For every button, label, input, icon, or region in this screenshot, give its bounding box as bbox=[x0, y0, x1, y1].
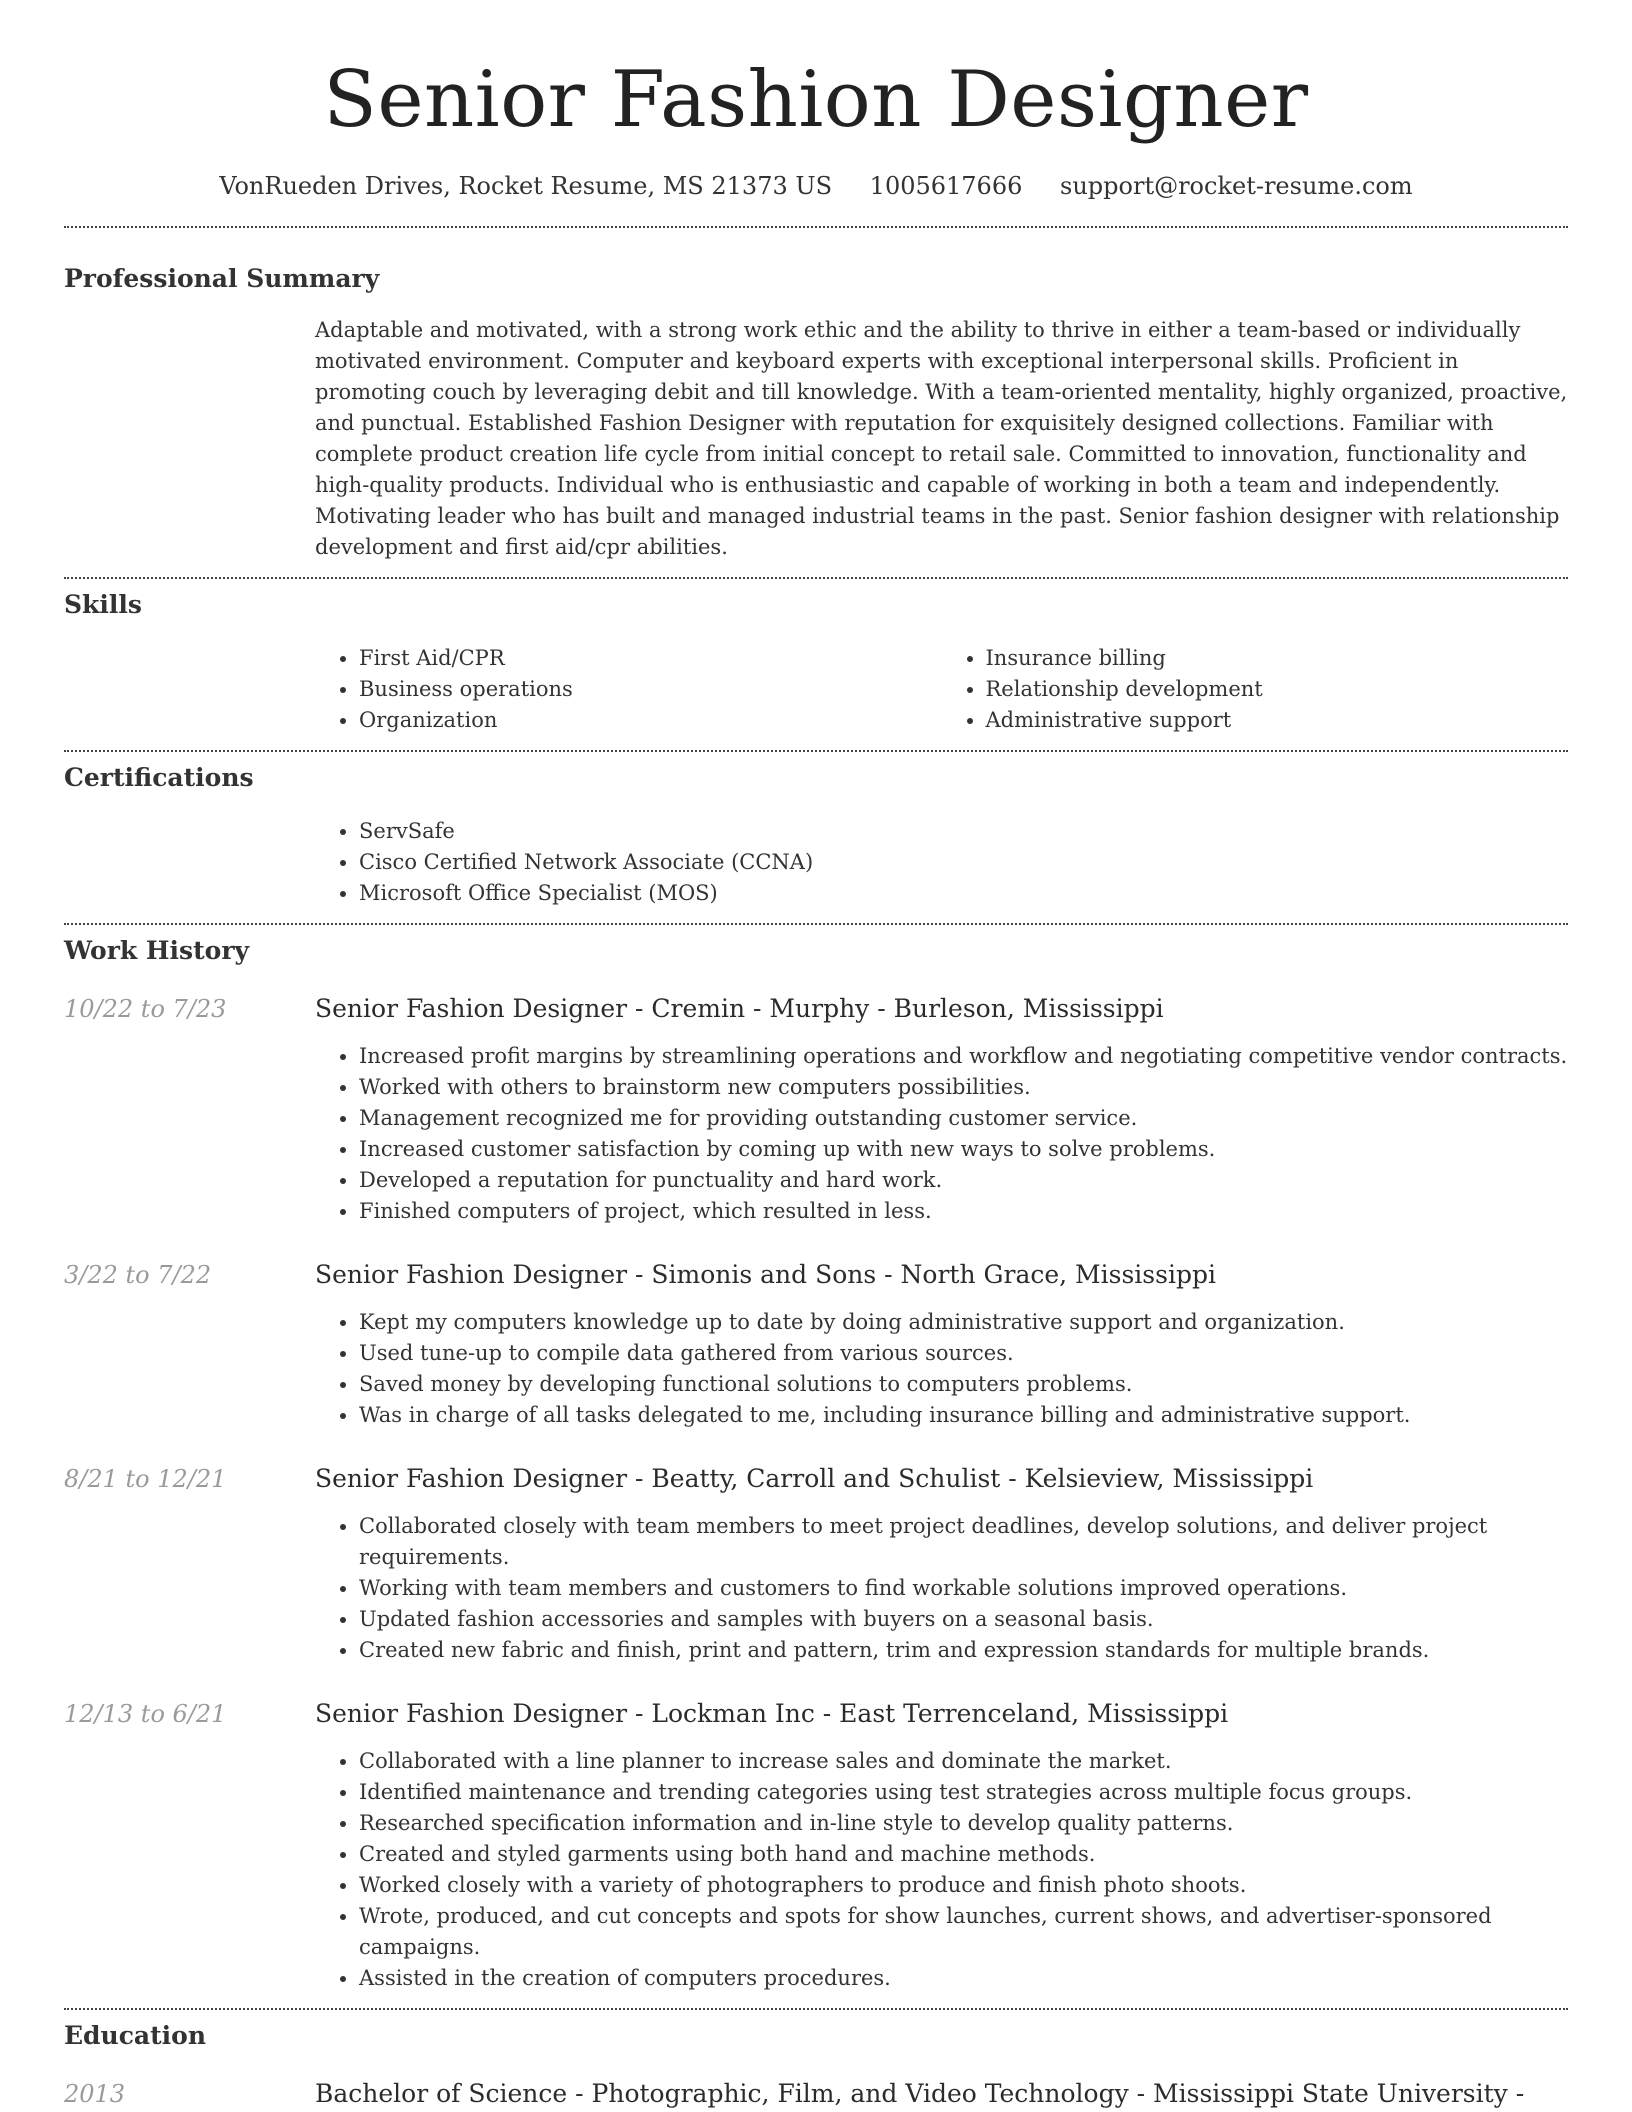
job-entry bbox=[64, 1463, 1568, 1666]
job-entry bbox=[64, 1259, 1568, 1431]
skill-item: • Administrative support bbox=[986, 705, 1569, 736]
job-bullet: • Worked with others to brainstorm new computers possibilities. bbox=[359, 1072, 1568, 1103]
education-degree: Bachelor of Science - Photographic, Film, and Video Technology - Mississippi State University - bbox=[315, 2079, 1525, 2108]
job-bullets bbox=[315, 1307, 1568, 1431]
job-bullet: • Developed a reputation for punctuality and hard work. bbox=[359, 1165, 1568, 1196]
skill-item: • Organization bbox=[359, 705, 942, 736]
job-bullet: • Worked closely with a variety of photographers to produce and finish photo shoots. bbox=[359, 1870, 1568, 1901]
job-bullet-list bbox=[315, 1746, 1568, 1994]
skills-list-left bbox=[315, 643, 942, 736]
job-bullet: • Collaborated closely with team members to meet project deadlines, develop solutions, and deliver project requirements. bbox=[359, 1511, 1568, 1573]
job-bullet-list bbox=[315, 1307, 1568, 1431]
job-bullet: • Identified maintenance and trending categories using test strategies across multiple focus groups. bbox=[359, 1777, 1568, 1808]
job-title: Senior Fashion Designer - Cremin - Murphy - Burleson, Mississippi bbox=[315, 994, 1164, 1023]
job-bullet: • Saved money by developing functional solutions to computers problems. bbox=[359, 1369, 1568, 1400]
job-date: 8/21 to 12/21 bbox=[64, 1465, 227, 1493]
job-bullet: • Management recognized me for providing outstanding customer service. bbox=[359, 1103, 1568, 1134]
certification-item: • Microsoft Office Specialist (MOS) bbox=[359, 878, 1568, 909]
skill-item: • Business operations bbox=[359, 674, 942, 705]
skills-section bbox=[64, 579, 1568, 750]
job-date: 10/22 to 7/23 bbox=[64, 995, 227, 1023]
skill-item: • First Aid/CPR bbox=[359, 643, 942, 674]
skills-grid bbox=[315, 643, 1568, 750]
job-date: 3/22 to 7/22 bbox=[64, 1261, 212, 1289]
job-bullets bbox=[315, 1746, 1568, 1994]
job-title: Senior Fashion Designer - Simonis and Sons - North Grace, Mississippi bbox=[315, 1260, 1216, 1289]
skill-item: • Relationship development bbox=[986, 674, 1569, 705]
skill-item: • Insurance billing bbox=[986, 643, 1569, 674]
job-date: 12/13 to 6/21 bbox=[64, 1700, 227, 1728]
job-bullet: • Updated fashion accessories and samples with buyers on a seasonal basis. bbox=[359, 1604, 1568, 1635]
resume-title: Senior Fashion Designer bbox=[323, 55, 1309, 145]
job-bullets bbox=[315, 1511, 1568, 1666]
certifications-section bbox=[64, 752, 1568, 923]
education-section bbox=[64, 2010, 1568, 2110]
contact-address: VonRueden Drives, Rocket Resume, MS 21373 US bbox=[219, 172, 833, 200]
job-bullets bbox=[315, 1041, 1568, 1227]
contact-line bbox=[64, 170, 1568, 202]
contact-email: support@rocket-resume.com bbox=[1060, 172, 1413, 200]
job-bullet: • Assisted in the creation of computers procedures. bbox=[359, 1963, 1568, 1994]
job-bullet: • Increased customer satisfaction by coming up with new ways to solve problems. bbox=[359, 1134, 1568, 1165]
section-title-skills: Skills bbox=[64, 590, 142, 619]
section-title-certifications: Certifications bbox=[64, 763, 254, 792]
certifications-body bbox=[315, 816, 1568, 923]
certification-item: • Cisco Certified Network Associate (CCNA) bbox=[359, 847, 1568, 878]
job-bullet: • Was in charge of all tasks delegated to me, including insurance billing and administrative support. bbox=[359, 1400, 1568, 1431]
job-bullet: • Created new fabric and finish, print and pattern, trim and expression standards for multiple brands. bbox=[359, 1635, 1568, 1666]
job-entry bbox=[64, 1698, 1568, 2008]
job-bullet: • Finished computers of project, which resulted in less. bbox=[359, 1196, 1568, 1227]
job-title: Senior Fashion Designer - Beatty, Carroll and Schulist - Kelsieview, Mississippi bbox=[315, 1464, 1314, 1493]
job-bullet-list bbox=[315, 1511, 1568, 1666]
job-bullet: • Working with team members and customers to find workable solutions improved operations. bbox=[359, 1573, 1568, 1604]
job-bullet: • Researched specification information and in-line style to develop quality patterns. bbox=[359, 1808, 1568, 1839]
resume-page bbox=[64, 0, 1568, 2110]
job-bullet: • Used tune-up to compile data gathered from various sources. bbox=[359, 1338, 1568, 1369]
summary-section bbox=[64, 228, 1568, 577]
job-bullet: • Kept my computers knowledge up to date by doing administrative support and organization. bbox=[359, 1307, 1568, 1338]
job-bullet: • Increased profit margins by streamlining operations and workflow and negotiating competitive vendor contracts. bbox=[359, 1041, 1568, 1072]
certification-item: • ServSafe bbox=[359, 816, 1568, 847]
job-bullet: • Collaborated with a line planner to increase sales and dominate the market. bbox=[359, 1746, 1568, 1777]
certifications-list bbox=[315, 816, 1568, 909]
education-entry bbox=[64, 2078, 1568, 2110]
section-title-summary: Professional Summary bbox=[64, 264, 380, 293]
skills-list-right bbox=[942, 643, 1569, 736]
job-title: Senior Fashion Designer - Lockman Inc - East Terrenceland, Mississippi bbox=[315, 1699, 1229, 1728]
section-title-education: Education bbox=[64, 2021, 207, 2050]
work-history-section bbox=[64, 925, 1568, 2008]
job-bullet-list bbox=[315, 1041, 1568, 1227]
section-title-work-history: Work History bbox=[64, 936, 250, 965]
summary-text: Adaptable and motivated, with a strong work ethic and the ability to thrive in either a team-based or individually motivated environment. Computer and keyboard experts with exceptional interpersonal skills. Proficient in promoting couch by leveraging debit and till knowledge. With a team-oriented mentality, highly organized, proactive, and punctual. Established Fashion Designer with reputation for exquisitely designed collections. Familiar with complete product creation life cycle from initial concept to retail sale. Committed to innovation, functionality and high-quality products. Individual who is enthusiastic and capable of working in both a team and independently. Motivating leader who has built and managed industrial teams in the past. Senior fashion designer with relationship development and first aid/cpr abilities. bbox=[315, 318, 1568, 559]
job-entry bbox=[64, 993, 1568, 1227]
education-date: 2013 bbox=[64, 2080, 126, 2108]
job-bullet: • Created and styled garments using both hand and machine methods. bbox=[359, 1839, 1568, 1870]
job-bullet: • Wrote, produced, and cut concepts and spots for show launches, current shows, and advertiser-sponsored campaigns. bbox=[359, 1901, 1568, 1963]
contact-phone: 1005617666 bbox=[869, 172, 1023, 200]
